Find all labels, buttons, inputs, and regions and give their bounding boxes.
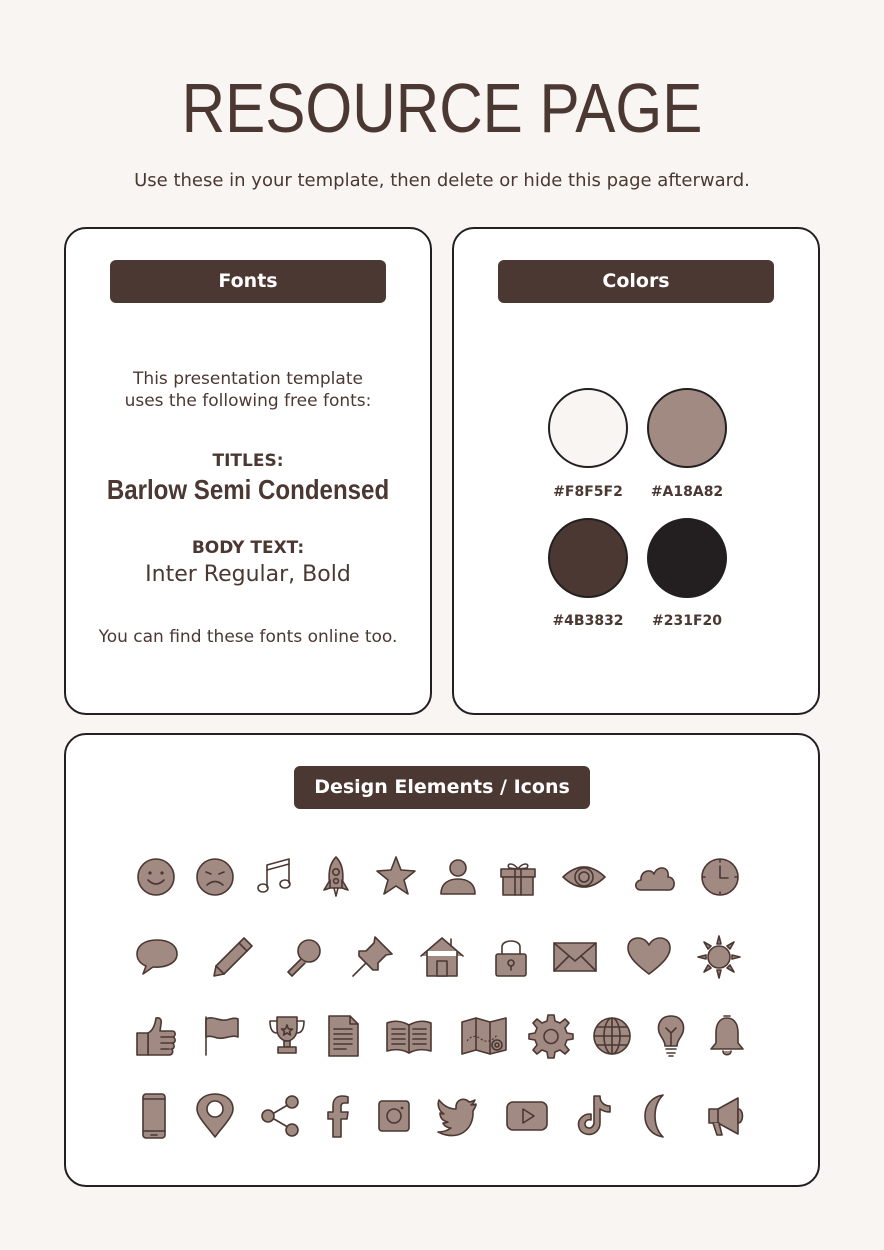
swatch-label-4b3832: #4B3832 [552,613,624,629]
colors-card [452,227,820,715]
icons-header: Design Elements / Icons [294,766,590,809]
heart-icon [624,932,674,982]
fonts-intro-line1: This presentation template [133,369,363,389]
star-icon [371,852,421,902]
swatch-label-a18a82: #A18A82 [650,484,724,500]
titles-font-name: Barlow Semi Condensed [106,474,390,505]
smartphone-icon [129,1091,179,1141]
share-icon [256,1091,306,1141]
pushpin-icon [347,932,397,982]
bell-icon [702,1011,752,1061]
speech-bubble-icon [132,932,182,982]
facebook-icon [313,1091,363,1141]
megaphone-icon [700,1091,750,1141]
body-font-name: Inter Regular, Bold [145,562,351,587]
smile-face-icon [131,852,181,902]
trophy-icon [262,1011,312,1061]
gift-icon [493,852,543,902]
icons-card [64,733,820,1187]
page-title: RESOURCE PAGE [181,69,703,147]
gear-icon [526,1011,576,1061]
sad-face-icon [190,852,240,902]
user-icon [433,852,483,902]
page-subtitle: Use these in your template, then delete or hide this page afterward. [134,170,750,191]
globe-icon [587,1011,637,1061]
padlock-icon [486,932,536,982]
envelope-icon [550,932,600,982]
eye-icon [559,852,609,902]
rocket-icon [311,852,361,902]
colors-header: Colors [498,260,774,303]
youtube-icon [502,1091,552,1141]
magnifier-icon [279,932,329,982]
house-icon [417,932,467,982]
open-book-icon [384,1011,434,1061]
cloud-icon [630,852,680,902]
map-icon [459,1011,509,1061]
music-note-icon [250,852,300,902]
swatch-a18a82 [647,388,727,468]
location-pin-icon [190,1091,240,1141]
sun-icon [694,932,744,982]
flag-icon [196,1011,246,1061]
swatch-label-231f20: #231F20 [652,613,722,629]
swatch-4b3832 [548,518,628,598]
fonts-card [64,227,432,715]
crescent-moon-icon [633,1091,683,1141]
swatch-label-f8f5f2: #F8F5F2 [553,484,623,500]
fonts-header: Fonts [110,260,386,303]
tiktok-icon [569,1091,619,1141]
titles-label: TITLES: [212,451,284,471]
pencil-icon [208,932,258,982]
fonts-footer: You can find these fonts online too. [98,627,398,647]
instagram-icon [369,1091,419,1141]
body-label: BODY TEXT: [191,538,305,558]
swatch-f8f5f2 [548,388,628,468]
fonts-intro-line2: uses the following free fonts: [124,391,372,411]
thumbs-up-icon [131,1011,181,1061]
clock-icon [695,852,745,902]
swatch-231f20 [647,518,727,598]
document-icon [318,1011,368,1061]
twitter-icon [432,1091,482,1141]
lightbulb-icon [646,1011,696,1061]
